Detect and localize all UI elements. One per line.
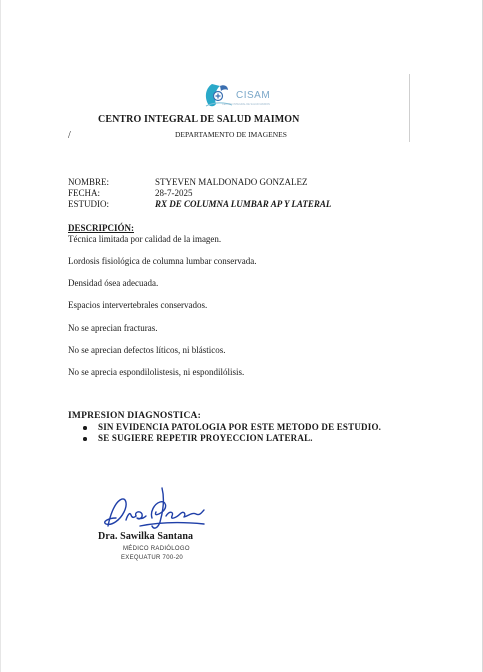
description-line: Lordosis fisiológica de columna lumbar conservada.	[68, 256, 257, 266]
patient-name-label: NOMBRE:	[68, 177, 110, 187]
description-line: Técnica limitada por calidad de la imagen.	[68, 234, 222, 244]
impression-item: SIN EVIDENCIA PATOLOGIA POR ESTE METODO DE ESTUDIO.	[98, 422, 382, 432]
logo-text: CISAM	[236, 90, 271, 101]
impression-title: IMPRESION DIAGNOSTICA:	[68, 411, 201, 421]
handwritten-signature-icon	[100, 482, 210, 534]
organization-name: CENTRO INTEGRAL DE SALUD MAIMON	[98, 114, 300, 125]
header-divider	[409, 74, 410, 142]
department-name: DEPARTAMENTO DE IMAGENES	[175, 130, 287, 139]
study-label: ESTUDIO:	[68, 199, 109, 209]
date-label: FECHA:	[68, 188, 101, 198]
description-line: Densidad ósea adecuada.	[68, 278, 159, 288]
impression-item: SE SUGIERE REPETIR PROYECCION LATERAL.	[98, 433, 313, 443]
description-line: No se aprecian defectos líticos, ni blásticos.	[68, 345, 226, 355]
patient-name-value: STYEVEN MALDONADO GONZALEZ	[155, 177, 308, 187]
date-value: 28-7-2025	[155, 188, 193, 198]
signer-role: MÉDICO RADIÓLOGO	[123, 546, 190, 552]
study-value: RX DE COLUMNA LUMBAR AP Y LATERAL	[155, 199, 332, 209]
description-line: No se aprecia espondilolistesis, ni espondilólisis.	[68, 367, 245, 377]
margin-mark: /	[68, 130, 71, 141]
bullet-icon	[83, 437, 87, 441]
signer-name: Dra. Sawilka Santana	[98, 531, 194, 542]
description-line: Espacios intervertebrales conservados.	[68, 300, 208, 310]
signer-exequatur: EXEQUATUR 700-20	[121, 555, 184, 561]
description-line: No se aprecian fracturas.	[68, 323, 158, 333]
bullet-icon	[83, 426, 87, 430]
page-edge-left	[0, 0, 1, 672]
logo-subtext: CENTRO INTEGRAL DE SALUD MAIMON	[222, 103, 270, 106]
description-title: DESCRIPCIÓN:	[68, 223, 135, 233]
